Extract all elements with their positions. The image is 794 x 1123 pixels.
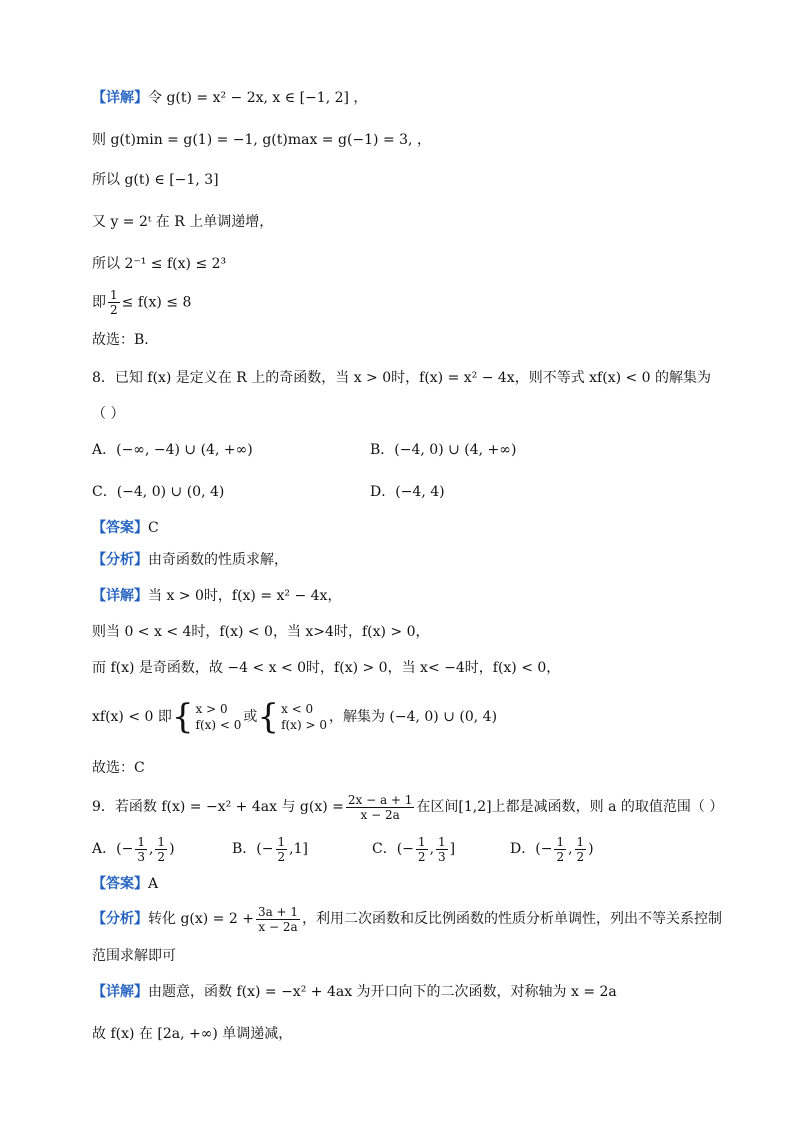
q8-analysis: 【分析】由奇函数的性质求解， bbox=[92, 552, 288, 568]
system-1: x > 0 f(x) < 0 bbox=[195, 702, 242, 732]
q8-options-row-1 bbox=[92, 440, 253, 460]
q8-option-d: D．(−4, 4) bbox=[370, 484, 445, 500]
q8-final: 故选：C bbox=[92, 760, 145, 776]
prev-detail-line-4: 又 y = 2ᵗ 在 R 上单调递增， bbox=[92, 214, 274, 230]
q9-detail-1: 【详解】由题意，函数 f(x) = −x² + 4ax 为开口向下的二次函数，对称轴为 x = 2a bbox=[92, 984, 617, 1000]
fraction-half: $\frac{1}{2}$ bbox=[110, 288, 118, 317]
q8-detail-2: 则当 0 < x < 4时，f(x) < 0，当 x>4时，f(x) > 0， bbox=[92, 624, 430, 640]
q8-answer: 【答案】C bbox=[92, 520, 159, 536]
q8-paren: （ ） bbox=[92, 406, 125, 422]
system-2: x < 0 f(x) > 0 bbox=[281, 702, 327, 732]
q8-detail-4: xf(x) < 0 即{ x > 0 f(x) < 0 或{ x < 0 f(x) > 0 ，解集为 (−4, 0) ∪ (0, 4) bbox=[92, 697, 498, 737]
q9-analysis: 【分析】转化 g(x) = 2 + $\frac{3a + 1}{x - 2a}$ ，利用二次函数和反比例函数的性质分析单调性，列出不等关系控制 bbox=[92, 904, 723, 934]
q8-stem: 8．已知 f(x) 是定义在 R 上的奇函数，当 x > 0时，f(x) = x² − 4x，则不等式 xf(x) < 0 的解集为 bbox=[92, 370, 712, 386]
q9-option-a: A．(− $\frac{1}{3}$ , $\frac{1}{2}$ ) bbox=[92, 834, 175, 864]
q9-option-b: B．(− $\frac{1}{2}$ ,1] bbox=[232, 834, 308, 864]
q8-detail-1: 【详解】当 x > 0时，f(x) = x² − 4x， bbox=[92, 588, 342, 604]
prev-answer-line: 故选：B. bbox=[92, 332, 149, 348]
q8-options-row-2 bbox=[92, 482, 224, 502]
q8-option-c: C．(−4, 0) ∪ (0, 4) bbox=[92, 484, 225, 500]
analysis-fraction: $\frac{3a + 1}{x - 2a}$ bbox=[257, 904, 299, 934]
q8-option-b-wrap bbox=[370, 440, 516, 460]
prev-detail-line-6: 即 $\frac{1}{2}$ ≤ f(x) ≤ 8 bbox=[92, 288, 192, 317]
q9-option-c: C．(− $\frac{1}{2}$ , $\frac{1}{3}$ ] bbox=[372, 834, 456, 864]
q9-stem: 9．若函数 f(x) = −x² + 4ax 与 g(x) = $\frac{2x - a + 1}{x - 2a}$ 在区间[1,2]上都是减函数，则 a 的取值范围（ ） bbox=[92, 792, 724, 822]
q8-option-d-wrap bbox=[370, 482, 445, 502]
prev-detail-line-5: 所以 2⁻¹ ≤ f(x) ≤ 2³ bbox=[92, 256, 227, 272]
prev-detail-line-3: 所以 g(t) ∈ [−1, 3] bbox=[92, 172, 219, 188]
prev-detail-line-2: 则 g(t)min = g(1) = −1, g(t)max = g(−1) = 3, ， bbox=[92, 132, 431, 148]
q8-option-a: A．(−∞, −4) ∪ (4, +∞) bbox=[92, 442, 253, 458]
prev-detail-line-1: 【详解】令 g(t) = x² − 2x, x ∈ [−1, 2] ， bbox=[92, 90, 368, 106]
q9-answer: 【答案】A bbox=[92, 876, 159, 892]
detail-tag: 【详解】 bbox=[92, 90, 148, 106]
g-fraction: $\frac{2x - a + 1}{x - 2a}$ bbox=[347, 792, 413, 822]
q9-analysis-cont: 范围求解即可 bbox=[92, 948, 176, 964]
q8-detail-3: 而 f(x) 是奇函数，故 −4 < x < 0时，f(x) > 0，当 x< −4时，f(x) < 0， bbox=[92, 660, 561, 676]
q8-option-b: B．(−4, 0) ∪ (4, +∞) bbox=[370, 442, 517, 458]
q9-detail-2: 故 f(x) 在 [2a, +∞) 单调递减， bbox=[92, 1026, 293, 1042]
q9-option-d: D．(− $\frac{1}{2}$ , $\frac{1}{2}$ ) bbox=[510, 834, 594, 864]
